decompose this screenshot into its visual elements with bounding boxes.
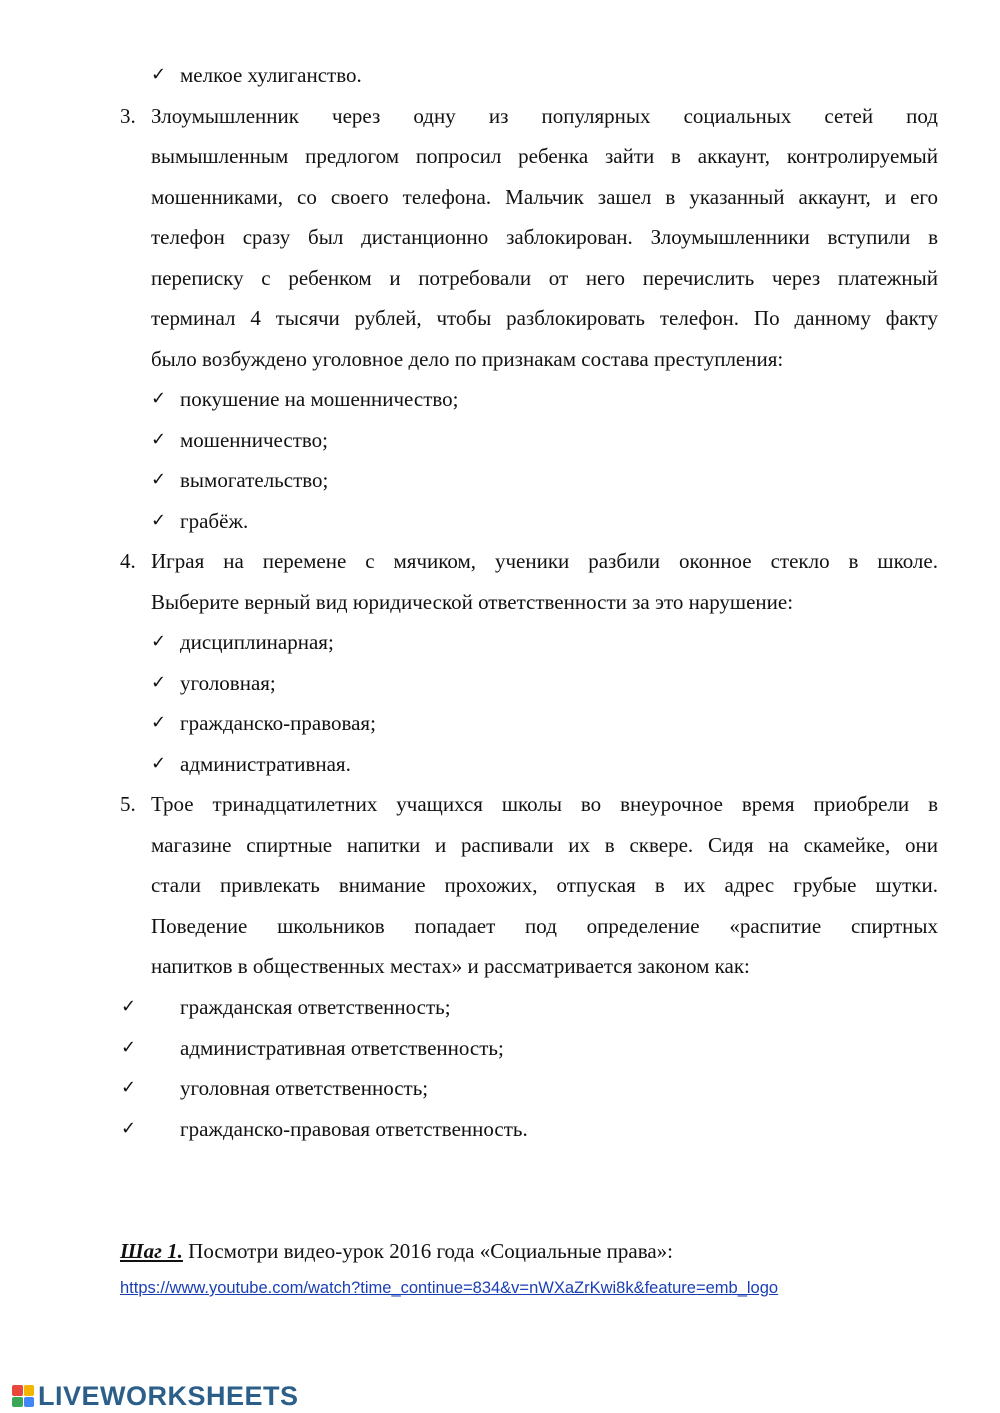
question-3-line: было возбуждено уголовное дело по признакам состава преступления: [151, 347, 784, 371]
question-3-line: вымышленным предлогом попросил ребенка зайти в аккаунт, контролируемый [151, 144, 938, 168]
checkmark-icon: ✓ [151, 510, 167, 531]
question-5-option: административная ответственность; [180, 1036, 504, 1060]
checkmark-icon: ✓ [151, 469, 167, 490]
step-1-instruction [120, 1238, 673, 1264]
checkmark-icon: ✓ [151, 753, 167, 774]
option-text: мелкое хулиганство. [180, 63, 362, 87]
question-4-line: Выберите верный вид юридической ответственности за это нарушение: [151, 590, 794, 614]
question-5-line: магазине спиртные напитки и распивали их в сквере. Сидя на скамейке, они [151, 833, 938, 857]
checkmark-icon: ✓ [121, 996, 137, 1017]
question-5-option: гражданско-правовая ответственность. [180, 1117, 528, 1141]
question-5-line: Трое тринадцатилетних учащихся школы во внеурочное время приобрели в [151, 792, 938, 816]
checkmark-icon: ✓ [151, 712, 167, 733]
video-link[interactable]: https://www.youtube.com/watch?time_continue=834&v=nWXaZrKwi8k&feature=emb_logo [120, 1279, 779, 1297]
checkmark-icon: ✓ [121, 1037, 137, 1058]
question-4-number: 4. [120, 549, 136, 573]
question-4-option: дисциплинарная; [180, 630, 334, 654]
question-3-line: Злоумышленник через одну из популярных социальных сетей под [151, 104, 938, 128]
checkmark-icon: ✓ [151, 631, 167, 652]
question-4-line: Играя на перемене с мячиком, ученики разбили оконное стекло в школе. [151, 549, 938, 573]
question-3-line: терминал 4 тысячи рублей, чтобы разблокировать телефон. По данному факту [151, 306, 938, 330]
question-3-line: переписку с ребенком и потребовали от него перечислить через платежный [151, 266, 938, 290]
question-5-line: напитков в общественных местах» и рассматривается законом как: [151, 954, 750, 978]
liveworksheets-logo [12, 1380, 299, 1412]
checkmark-icon: ✓ [151, 388, 167, 409]
question-5-line: Поведение школьников попадает под определение «распитие спиртных [151, 914, 938, 938]
checkmark-icon: ✓ [121, 1077, 137, 1098]
question-3-option: покушение на мошенничество; [180, 387, 459, 411]
logo-text: LIVEWORKSHEETS [38, 1380, 299, 1411]
question-5-line: стали привлекать внимание прохожих, отпуская в их адрес грубые шутки. [151, 873, 938, 897]
checkmark-icon: ✓ [121, 1118, 137, 1139]
step-1-label: Шаг 1. [120, 1239, 183, 1263]
question-5-option: уголовная ответственность; [180, 1076, 429, 1100]
question-3-option: грабёж. [180, 509, 249, 533]
checkmark-icon: ✓ [151, 64, 167, 85]
question-4-option: гражданско-правовая; [180, 711, 376, 735]
checkmark-icon: ✓ [151, 672, 167, 693]
question-3-line: телефон сразу был дистанционно заблокирован. Злоумышленники вступили в [151, 225, 938, 249]
question-4-option: административная. [180, 752, 351, 776]
question-3-line: мошенниками, со своего телефона. Мальчик зашел в указанный аккаунт, и его [151, 185, 938, 209]
question-3-option: мошенничество; [180, 428, 329, 452]
question-3-number: 3. [120, 104, 136, 128]
step-1-text: Посмотри видео-урок 2016 года «Социальные права»: [182, 1239, 674, 1263]
checkmark-icon: ✓ [151, 429, 167, 450]
question-3-option: вымогательство; [180, 468, 329, 492]
question-4-option: уголовная; [180, 671, 276, 695]
question-5-option: гражданская ответственность; [180, 995, 451, 1019]
question-5-number: 5. [120, 792, 136, 816]
liveworksheets-logo-icon [12, 1385, 34, 1407]
